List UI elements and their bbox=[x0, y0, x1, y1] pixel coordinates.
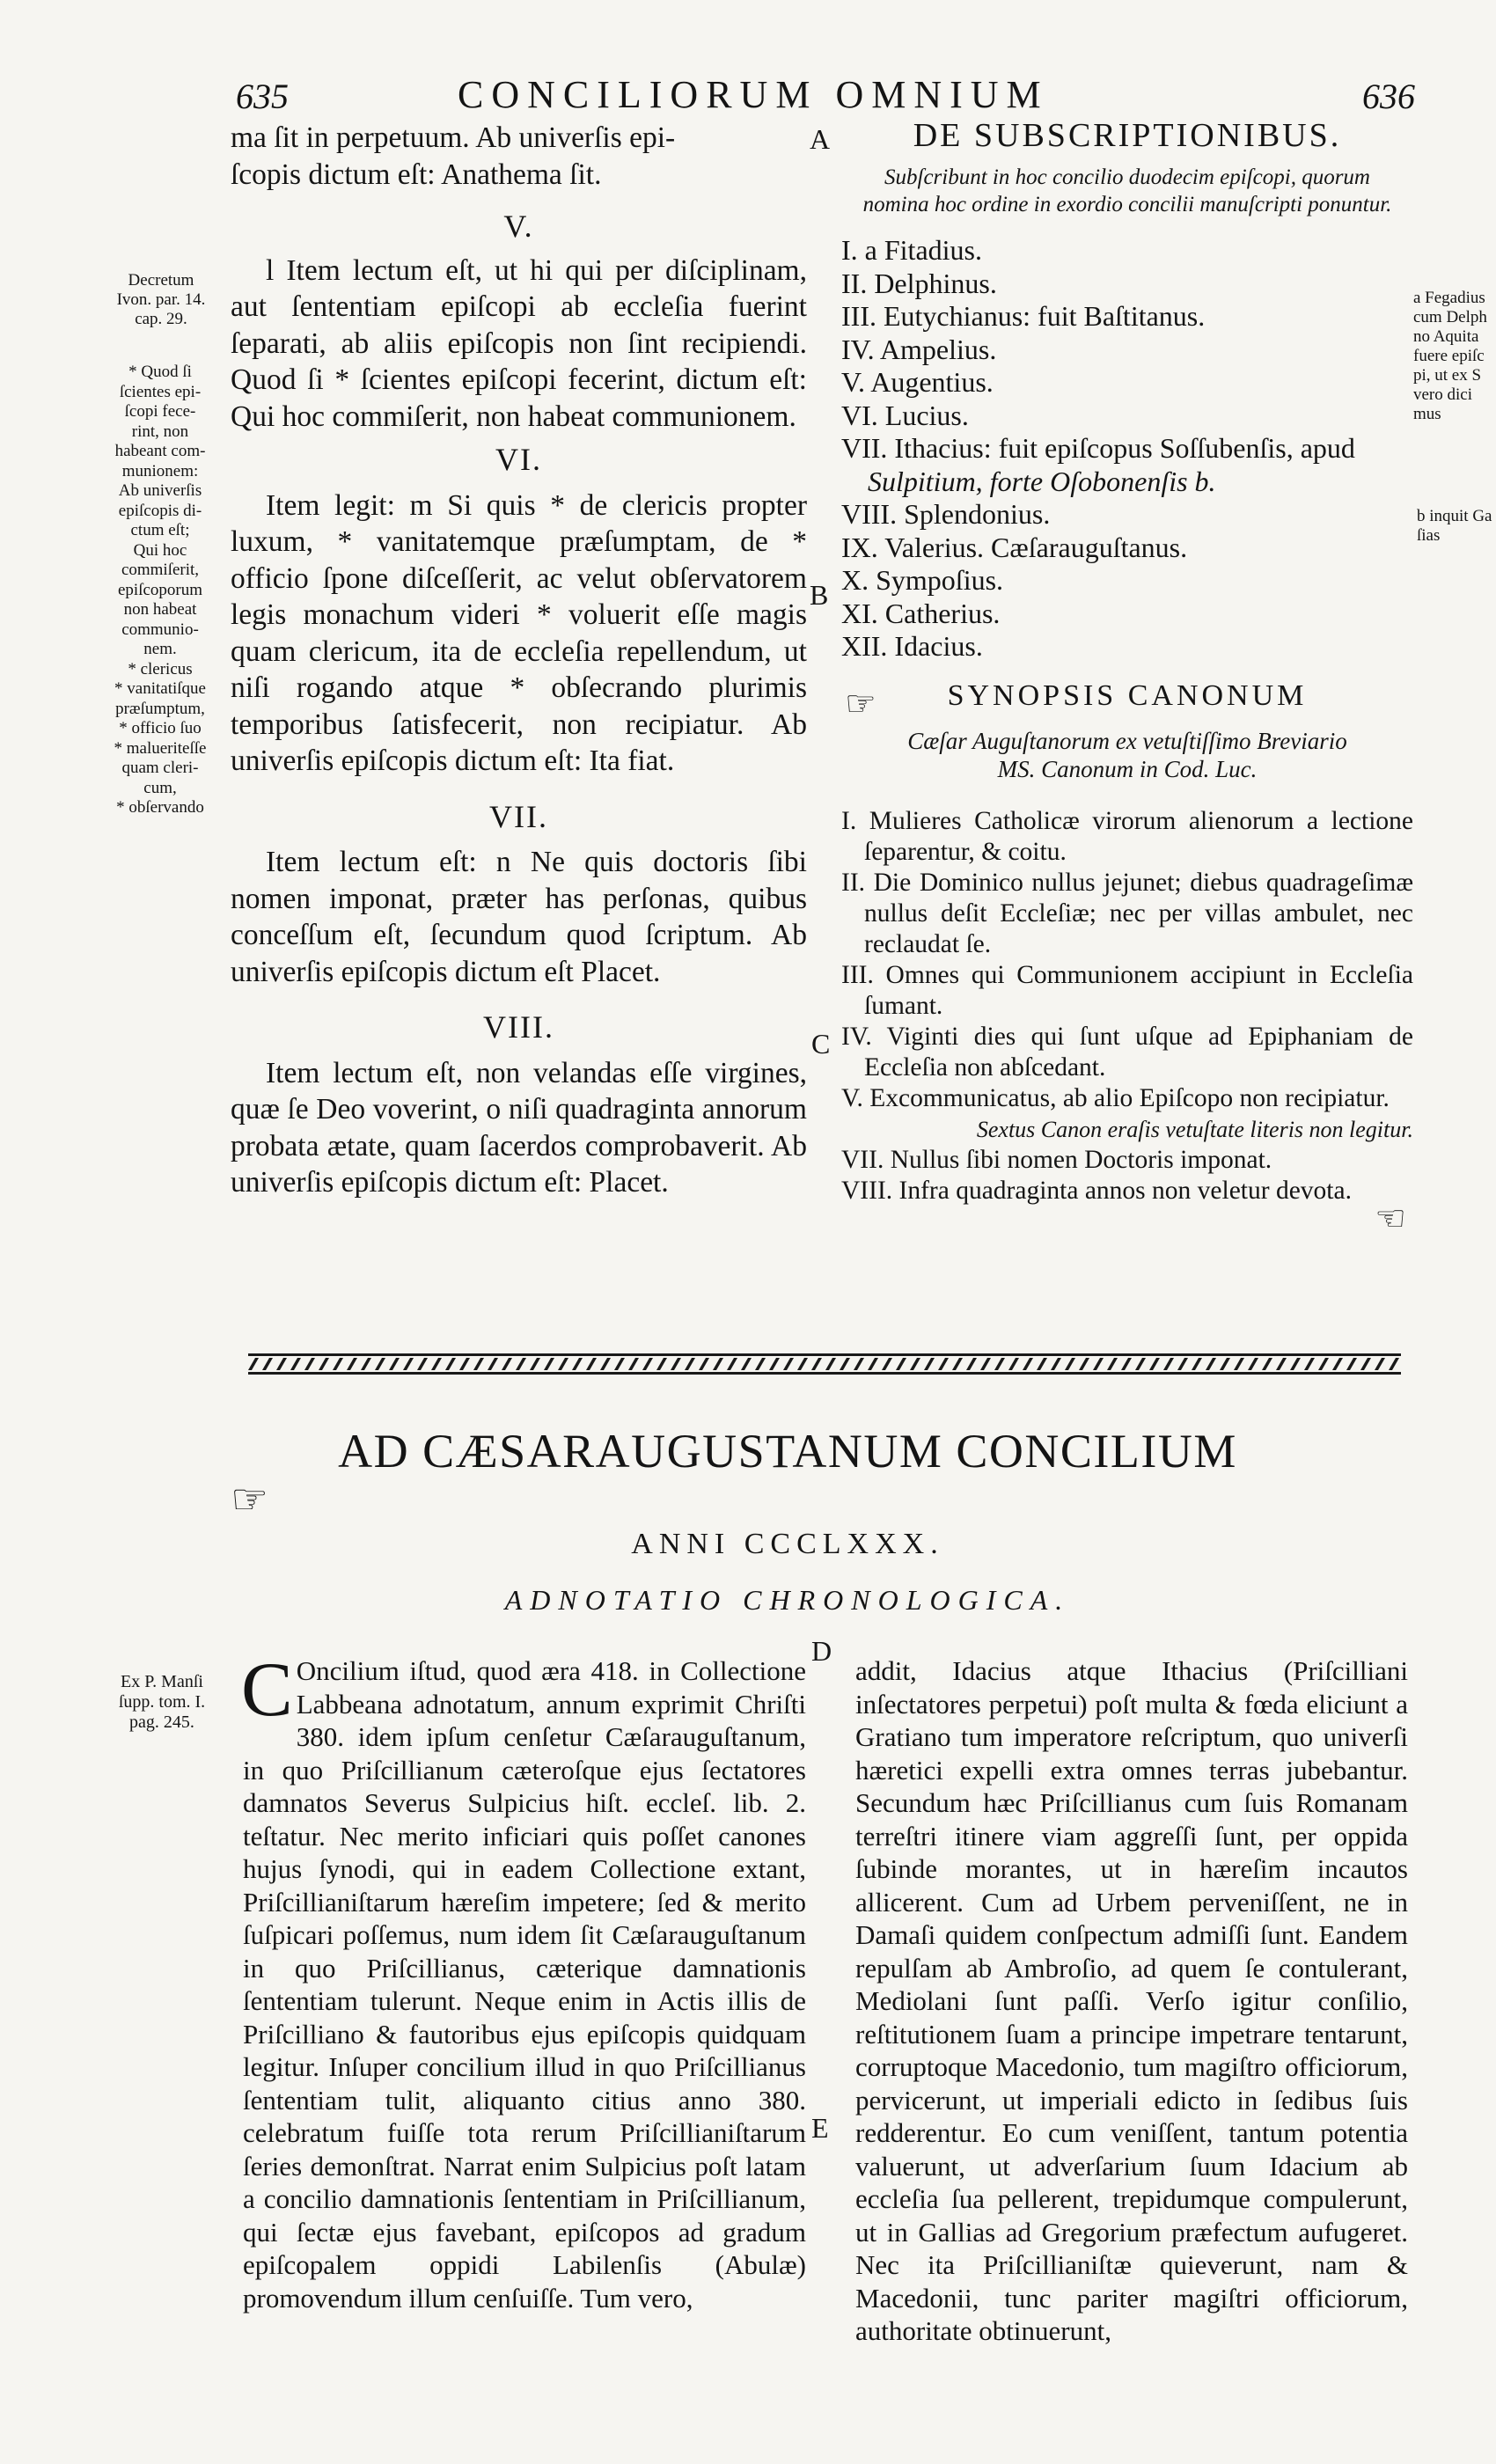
margin-line: pag. 245. bbox=[129, 1712, 194, 1732]
synopsis-item: II. Die Dominico nullus jejunet; diebus quadrageſimæ nullus deſit Eccleſiæ; nec per villas ambulet, nec reclaudat ſe. bbox=[841, 868, 1413, 958]
margin-note-b bbox=[1417, 507, 1496, 546]
margin-line: ctum eſt; bbox=[130, 521, 190, 539]
margin-line: ſcientes epi- bbox=[119, 382, 202, 401]
margin-line: communio- bbox=[121, 620, 199, 639]
ornament-stroke bbox=[1079, 1358, 1089, 1370]
ornament-stroke bbox=[1360, 1358, 1371, 1370]
ornament-stroke bbox=[304, 1358, 315, 1370]
subscriptions-intro: Subſcribunt in hoc concilio duodecim epiſcopi, quorum nomina hoc ordine in exordio concilii manuſcripti ponuntur. bbox=[862, 165, 1392, 216]
subscriber-item: VII. Ithacius: fuit epiſcopus Soſſubenſis, apud bbox=[841, 432, 1355, 464]
ornament-stroke bbox=[347, 1358, 357, 1370]
ornament-stroke bbox=[403, 1358, 414, 1370]
canon-synopsis-list bbox=[841, 806, 1413, 1206]
margin-note-decretum bbox=[95, 271, 227, 329]
section-letter: E bbox=[811, 2112, 829, 2144]
subscriber-item: X. Sympoſius. bbox=[841, 564, 1004, 596]
ornament-stroke bbox=[445, 1358, 456, 1370]
column-number-right: 636 bbox=[1362, 77, 1415, 116]
canon-heading: VIII. bbox=[483, 1009, 554, 1045]
ornament-stroke bbox=[389, 1358, 400, 1370]
ornament-stroke bbox=[1346, 1358, 1357, 1370]
subscriptions-heading: DE SUBSCRIPTIONIBUS. bbox=[913, 117, 1342, 154]
subscriber-item: XII. Idacius. bbox=[841, 630, 983, 662]
section-letter: A bbox=[810, 123, 831, 155]
margin-line: fuere epiſc bbox=[1413, 347, 1485, 365]
canon-paragraph: Item lectum eſt, non velandas eſſe virgines, quæ ſe Deo voverint, o niſi quadraginta annorum probata ætate, quam ſacerdos comprobaverit. Ab univerſis epiſcopis dictum eſt: Placet. bbox=[231, 1056, 807, 1199]
ornament-stroke bbox=[1107, 1358, 1118, 1370]
ornament-stroke bbox=[642, 1358, 653, 1370]
ornament-stroke bbox=[1023, 1358, 1033, 1370]
ornament-stroke bbox=[502, 1358, 512, 1370]
ornament-stroke bbox=[1248, 1358, 1258, 1370]
ornament-stroke bbox=[755, 1358, 766, 1370]
ornament-stroke bbox=[290, 1358, 301, 1370]
margin-line: epiſcoporum bbox=[117, 580, 203, 599]
synopsis-subtitle bbox=[841, 727, 1413, 783]
ornament-stroke bbox=[980, 1358, 991, 1370]
intro-line: ſcopis dictum eſt: Anathema ſit. bbox=[231, 158, 602, 191]
ornament-stroke bbox=[854, 1358, 864, 1370]
ornament-stroke bbox=[1332, 1358, 1343, 1370]
ornament-stroke bbox=[628, 1358, 639, 1370]
margin-line: * officio ſuo bbox=[119, 719, 202, 737]
ornament-stroke bbox=[825, 1358, 836, 1370]
ornament-stroke bbox=[896, 1358, 906, 1370]
canon-paragraph: Item lectum eſt: n Ne quis doctoris ſibi nomen imponat, præter has perſonas, quibus conceſſum eſt, ſecundum quod ſcriptum. Ab univerſis epiſcopis dictum eſt Placet. bbox=[231, 846, 807, 988]
margin-line: * obſervando bbox=[116, 798, 204, 817]
lower-right-column bbox=[855, 1654, 1408, 2348]
margin-note-source bbox=[92, 1672, 232, 1733]
ornament-stroke bbox=[1276, 1358, 1287, 1370]
synopsis-item: III. Omnes qui Communionem accipiunt in Eccleſia ſumant. bbox=[841, 960, 1413, 1020]
ornament-stroke bbox=[685, 1358, 695, 1370]
section-letter: C bbox=[811, 1028, 831, 1060]
section-title: AD CÆSARAUGUSTANUM CONCILIUM bbox=[338, 1425, 1237, 1478]
year-heading: ANNI CCCLXXX. bbox=[631, 1528, 944, 1560]
ornament-stroke bbox=[1304, 1358, 1315, 1370]
ornament-stroke bbox=[797, 1358, 808, 1370]
ornament-stroke bbox=[375, 1358, 385, 1370]
ornament-stroke bbox=[1375, 1358, 1385, 1370]
canon-paragraph: l Item lectum eſt, ut hi qui per diſciplinam, aut ſententiam epiſcopi ab eccleſia fuerint ſeparati, ab aliis epiſcopis non ſint recipiendi. Quod ſi * ſcientes epiſcopi fecerint, dictum eſt: Qui hoc commiſerit, non habeat communionem. bbox=[231, 253, 807, 433]
ornament-stroke bbox=[783, 1358, 794, 1370]
ornamental-divider bbox=[248, 1352, 1401, 1381]
right-column bbox=[841, 116, 1413, 1239]
ornament-stroke bbox=[868, 1358, 878, 1370]
ornament-stroke bbox=[727, 1358, 737, 1370]
pointing-hand-icon: ☜ bbox=[1375, 1198, 1406, 1238]
ornament-stroke bbox=[1220, 1358, 1230, 1370]
margin-line: habeant com- bbox=[114, 442, 206, 460]
ornament-stroke bbox=[459, 1358, 470, 1370]
intro-line: ma ſit in perpetuum. Ab univerſis epi- bbox=[231, 121, 676, 154]
ornament-stroke bbox=[516, 1358, 526, 1370]
ornament-stroke bbox=[333, 1358, 343, 1370]
ornament-stroke bbox=[530, 1358, 540, 1370]
drop-cap: C bbox=[241, 1647, 293, 1733]
margin-line: Ex P. Manſi bbox=[121, 1672, 203, 1691]
margin-line: a Fegadius bbox=[1413, 289, 1485, 307]
subscriber-item: Sulpitium, forte Oſobonenſis b. bbox=[868, 465, 1216, 497]
margin-line: no Aquita bbox=[1413, 327, 1479, 346]
ornament-stroke bbox=[600, 1358, 611, 1370]
synopsis-header bbox=[841, 678, 1413, 723]
ornament-band bbox=[248, 1352, 1401, 1376]
margin-line: rint, non bbox=[131, 422, 189, 441]
synopsis-item: VIII. Infra quadraginta annos non veletur devota. bbox=[841, 1176, 1352, 1205]
margin-line: mus bbox=[1413, 405, 1441, 423]
pointing-hand-icon: ☞ bbox=[845, 683, 876, 723]
ornament-stroke bbox=[1093, 1358, 1104, 1370]
ornament-stroke bbox=[938, 1358, 949, 1370]
margin-line: ſcopi fece- bbox=[124, 402, 196, 421]
ornament-stroke bbox=[1177, 1358, 1188, 1370]
synopsis-note: Sextus Canon eraſis vetuſtate literis non legitur. bbox=[976, 1116, 1413, 1142]
ornament-stroke bbox=[994, 1358, 1005, 1370]
ornament-stroke bbox=[586, 1358, 597, 1370]
ornament-stroke bbox=[276, 1358, 287, 1370]
subscriber-item: VI. Lucius. bbox=[841, 399, 969, 431]
ornament-stroke bbox=[1318, 1358, 1329, 1370]
margin-line: præſumptum, bbox=[115, 699, 205, 718]
ornament-stroke bbox=[1051, 1358, 1061, 1370]
margin-line: pi, ut ex S bbox=[1413, 366, 1482, 385]
subscriber-item: IV. Ampelius. bbox=[841, 333, 997, 365]
margin-line: * clericus bbox=[128, 659, 193, 678]
synopsis-subtitle-line: Cæſar Auguſtanorum ex vetuſtiſſimo Breviario bbox=[907, 727, 1347, 754]
ornament-stroke bbox=[1037, 1358, 1047, 1370]
ornament-stroke bbox=[811, 1358, 822, 1370]
adnotatio-paragraph-left bbox=[241, 1647, 806, 2314]
margin-line: non habeat bbox=[123, 600, 197, 619]
margin-note-a bbox=[1413, 289, 1496, 424]
ornament-stroke bbox=[488, 1358, 498, 1370]
ornament-stroke bbox=[572, 1358, 583, 1370]
paragraph-text: Oncilium iſtud, quod æra 418. in Collectione Labbeana adnotatum, annum exprimit Chriſti 380. idem ipſum cenſetur Cæſarauguſtanum, in quo Priſcillianum cæteroſque ejus ſectatores damnatos Severus Sulpicius hiſt. eccleſ. lib. 2. teſtatur. Nec merito inficiari quis poſſet canones hujus ſynodi, qui in eadem Collectione extant, Priſcillianiſtarum hæreſim impetere; ſed & merito ſuſpicari poſſemus, num idem ſit Cæſarauguſtanum in quo Priſcillianus, cæterique damnationis ſententiam tulerunt. Neque enim in Actis illis de Priſcilliano & fautoribus ejus epiſcopis quidquam legitur. Inſuper concilium illud in quo Priſcillianus ſententiam tulit, aliquanto citius anno 380. celebratum fuiſſe tota rerum Priſcillianiſtarum ſeries demonſtrat. Narrat enim Sulpicius poſt latam a concilio damnationis ſententiam in Priſcillianum, qui ſectæ ejus favebant, epiſcopos ad gradum epiſcopalem oppidi Labilenſis (Abulæ) promovendum illum cenſuiſſe. Tum vero, bbox=[243, 1655, 806, 2314]
ornament-stroke bbox=[262, 1358, 273, 1370]
lower-left-column bbox=[241, 1647, 806, 2314]
column-number-left: 635 bbox=[236, 77, 289, 116]
ornament-stroke bbox=[473, 1358, 484, 1370]
synopsis-item: V. Excommunicatus, ab alio Epiſcopo non recipiatur. bbox=[841, 1083, 1390, 1112]
canon-paragraph: Item legit: m Si quis * de clericis propter luxum, * vanitatemque præſumptam, de * officio ſpone diſceſſerit, ac velut obſervatorem legis monachum videri * voluerit eſſe magis quam clericum, ita de eccleſia repellendum, ut niſi rogando atque * obſecrando plurimis temporibus ſatisfecerit, non recipiatur. Ab univerſis epiſcopis dictum eſt: Ita fiat. bbox=[231, 488, 807, 777]
margin-line: nem. bbox=[143, 640, 177, 658]
margin-line: Decretum bbox=[128, 271, 194, 290]
ornament-stroke bbox=[1121, 1358, 1132, 1370]
ornament-stroke bbox=[1163, 1358, 1174, 1370]
ornament-stroke bbox=[713, 1358, 723, 1370]
ornament-stroke bbox=[671, 1358, 681, 1370]
ornament-stroke bbox=[1290, 1358, 1301, 1370]
ornament-stroke bbox=[952, 1358, 963, 1370]
subscriber-item: II. Delphinus. bbox=[841, 267, 997, 299]
ornament-stroke bbox=[769, 1358, 780, 1370]
subscriber-list bbox=[841, 234, 1413, 664]
margin-line: commiſerit, bbox=[121, 561, 200, 579]
ornament-stroke bbox=[319, 1358, 329, 1370]
left-column bbox=[231, 120, 807, 1201]
section-letter: B bbox=[810, 579, 829, 611]
ornament-stroke bbox=[248, 1358, 259, 1370]
margin-line: * vanitatiſque bbox=[114, 679, 206, 698]
ornament-stroke bbox=[840, 1358, 850, 1370]
ornament-stroke bbox=[1262, 1358, 1272, 1370]
margin-line: cum, bbox=[143, 778, 177, 797]
synopsis-item: I. Mulieres Catholicæ virorum alienorum a lectione ſeparentur, & coitu. bbox=[841, 806, 1413, 866]
synopsis-item: VII. Nullus ſibi nomen Doctoris imponat. bbox=[841, 1145, 1272, 1174]
ornament-stroke bbox=[361, 1358, 371, 1370]
margin-line: Ab univerſis bbox=[118, 481, 202, 500]
ornament-stroke bbox=[1206, 1358, 1216, 1370]
ornament-stroke bbox=[966, 1358, 977, 1370]
ornament-stroke bbox=[882, 1358, 892, 1370]
section-letter: D bbox=[811, 1635, 832, 1667]
margin-line: ſupp. tom. I. bbox=[118, 1692, 206, 1712]
pointing-hand-icon: ☞ bbox=[231, 1477, 269, 1523]
subscriber-item: I. a Fitadius. bbox=[841, 234, 982, 266]
margin-line: Qui hoc bbox=[133, 540, 187, 560]
ornament-stroke bbox=[1234, 1358, 1244, 1370]
margin-line: b inquit Ga bbox=[1417, 507, 1492, 525]
ornament-stroke bbox=[1389, 1358, 1399, 1370]
synopsis-heading: SYNOPSIS CANONUM bbox=[947, 678, 1308, 712]
canon-heading: VI. bbox=[495, 442, 542, 477]
margin-notes-variants bbox=[92, 363, 229, 818]
subscriber-item: III. Eutychianus: fuit Baſtitanus. bbox=[841, 300, 1206, 332]
ornament-stroke bbox=[1008, 1358, 1019, 1370]
ornament-stroke bbox=[558, 1358, 568, 1370]
running-head: CONCILIORUM OMNIUM bbox=[458, 73, 1049, 116]
ornament-stroke bbox=[741, 1358, 752, 1370]
adnotatio-paragraph-right: addit, Idacius atque Ithacius (Priſcilliani inſectatores perpetui) poſt multa & fœda eliciunt a Gratiano tum imperatore reſcriptum, quo univerſi hæretici expelli extra omnes terras jubebantur. Secundum hæc Priſcillianus cum ſuis Romanam terreſtri itinere viam aggreſſi ſunt, per oppida ſubinde morantes, ut in hæreſim incautos allicerent. Cum ad Urbem perveniſſent, ne in Damaſi quidem conſpectum admiſſi ſunt. Eandem repulſam ab Ambroſio, ad quem ſe contulerant, Mediolani ſunt paſſi. Verſo igitur conſilio, reſtitutionem ſuam a principe impetrare tentarunt, corruptoque Macedonio, tum magiſtro officiorum, pervicerunt, ut imperiali edicto in ſedibus ſuis redderentur. Eo cum veniſſent, tantum potentia valuerunt, ut adverſarium ſuum Idacium ab eccleſia ſua pellerent, trepidumque compulerunt, ut in Gallias ad Gregorium præfectum aufugeret. Nec ita Priſcillianiſtæ quieverunt, nam & Macedonii, tunc pariter magiſtri officiorum, authoritate obtinuerunt, bbox=[855, 1655, 1408, 2346]
chronological-note-heading: ADNOTATIO CHRONOLOGICA. bbox=[504, 1584, 1071, 1616]
margin-line: vero dici bbox=[1413, 385, 1473, 404]
synopsis-item: IV. Viginti dies qui ſunt uſque ad Epiphaniam de Eccleſia non abſcedant. bbox=[841, 1022, 1413, 1082]
margin-line: Ivon. par. 14. bbox=[116, 290, 206, 309]
ornament-stroke bbox=[910, 1358, 920, 1370]
ornament-stroke bbox=[544, 1358, 554, 1370]
ornament-stroke bbox=[614, 1358, 625, 1370]
margin-line: epiſcopis di- bbox=[118, 501, 202, 520]
ornament-stroke bbox=[1149, 1358, 1160, 1370]
ornament-stroke bbox=[1192, 1358, 1202, 1370]
ornament-stroke bbox=[1065, 1358, 1075, 1370]
ornament-stroke bbox=[699, 1358, 709, 1370]
margin-line: cum Delph bbox=[1413, 308, 1487, 326]
synopsis-subtitle-line: MS. Canonum in Cod. Luc. bbox=[997, 755, 1258, 782]
ornament-stroke bbox=[656, 1358, 667, 1370]
margin-line: ſias bbox=[1417, 526, 1441, 545]
margin-line: quam cleri- bbox=[121, 759, 199, 777]
subscriber-item: XI. Catherius. bbox=[841, 597, 1001, 629]
subscriber-item: VIII. Splendonius. bbox=[841, 498, 1051, 530]
subscriber-item: IX. Valerius. Cæſarauguſtanus. bbox=[841, 531, 1188, 563]
ornament-stroke bbox=[431, 1358, 442, 1370]
margin-line: munionem: bbox=[121, 461, 199, 480]
ornament-stroke bbox=[924, 1358, 935, 1370]
margin-line: * malueriteſſe bbox=[114, 738, 207, 758]
margin-line: * Quod ſi bbox=[128, 363, 192, 381]
canon-heading: V. bbox=[503, 209, 534, 244]
margin-line: cap. 29. bbox=[135, 310, 187, 328]
canon-heading: VII. bbox=[489, 798, 548, 834]
subscriber-item: V. Augentius. bbox=[841, 366, 994, 398]
ornament-stroke bbox=[417, 1358, 428, 1370]
ornament-stroke bbox=[1135, 1358, 1146, 1370]
